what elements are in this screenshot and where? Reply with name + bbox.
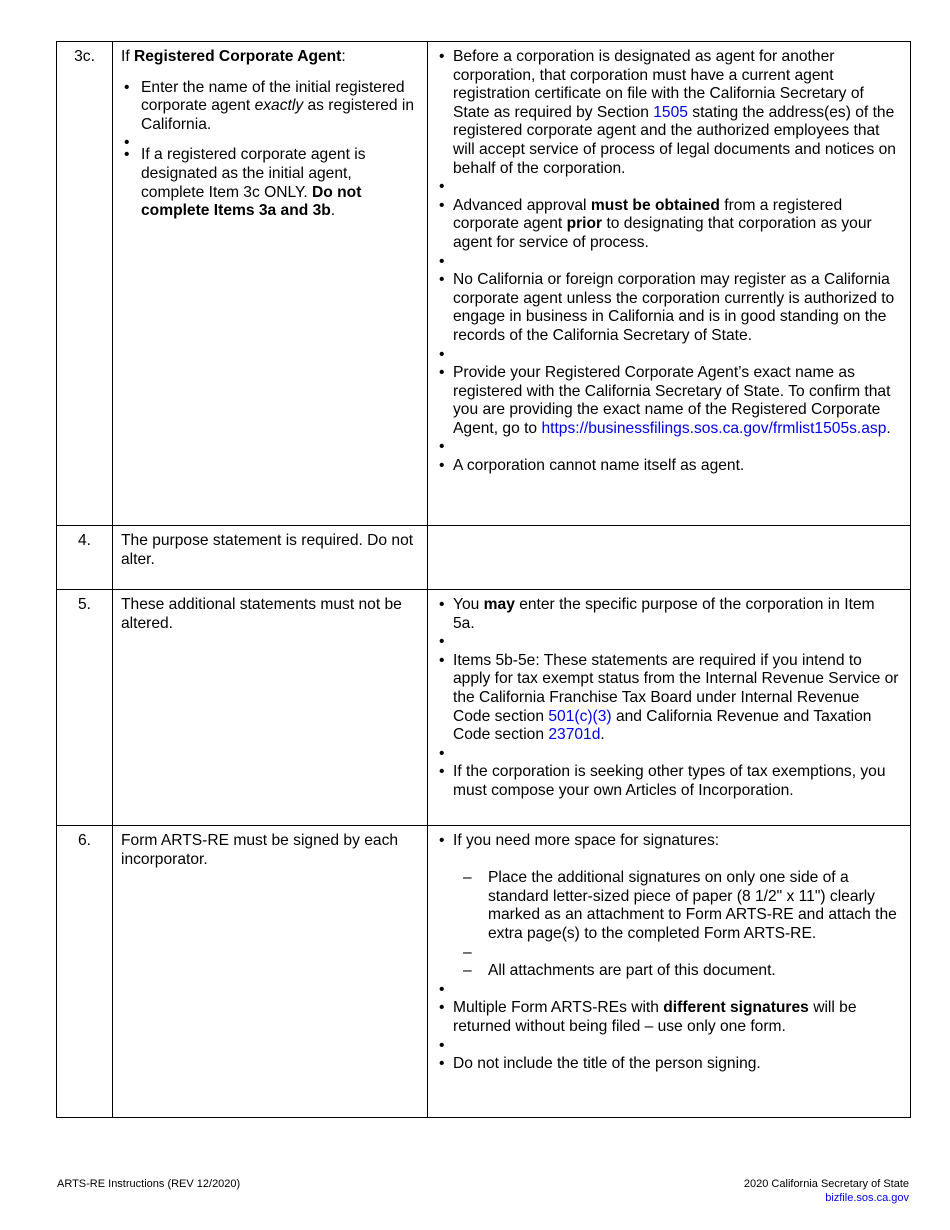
item-notes xyxy=(428,590,911,826)
item-instruction: Form ARTS-RE must be signed by each incorporator. xyxy=(113,826,428,1118)
list-item: • If the corporation is seeking other types of tax exemptions, you must compose your own Articles of Incorporation. xyxy=(438,763,900,800)
instructions-table xyxy=(56,41,911,1118)
list-item: • Provide your Registered Corporate Agent’s exact name as registered with the California Secretary of State. To confirm that you are providing the exact name of the Registered Corporate Agent, go to https://businessfilings.sos.ca.gov/frmlist1505s.asp. xyxy=(438,364,900,438)
sub-list-item: – Place the additional signatures on only one side of a standard letter-sized piece of paper (8 1/2" x 11") clearly marked as an attachment to Form ARTS-RE and attach the extra page(s) to the completed Form ARTS-RE. xyxy=(453,869,900,943)
item-instruction: The purpose statement is required. Do not alter. xyxy=(113,526,428,590)
item-number: 4. xyxy=(57,526,113,590)
item-heading: If Registered Corporate Agent: xyxy=(121,48,346,65)
item-notes xyxy=(428,526,911,590)
sub-list-item: – All attachments are part of this document. xyxy=(453,962,900,981)
list-item: • Enter the name of the initial registered corporate agent exactly as registered in California. xyxy=(121,79,419,135)
item-number: 5. xyxy=(57,590,113,826)
list-item: • No California or foreign corporation may register as a California corporate agent unless the corporation currently is authorized to engage in business in California and is in good standing on the records of the California Secretary of State. xyxy=(438,271,900,345)
sub-list xyxy=(453,869,900,981)
list-item: • Items 5b-5e: These statements are required if you intend to apply for tax exempt status from the Internal Revenue Service or the California Franchise Tax Board under Internal Revenue Code section 501(c)(3) and California Revenue and Taxation Code section 23701d. xyxy=(438,652,900,745)
section-1505-link[interactable]: 1505 xyxy=(653,103,688,121)
notes-list xyxy=(438,832,900,1074)
list-item: • If you need more space for signatures: – Place the additional signatures on only one side of a standard letter-sized piece of paper (8 1/2" x 11") clearly marked as an attachment to Form ARTS-RE and attach the extra page(s) to the completed Form ARTS-RE. – – All attachments are part of this document. xyxy=(438,832,900,981)
bizfile-link[interactable]: bizfile.sos.ca.gov xyxy=(825,1192,909,1204)
notes-list xyxy=(438,48,900,476)
list-item: • Do not include the title of the person signing. xyxy=(438,1055,900,1074)
item-notes xyxy=(428,826,911,1118)
copyright-text: 2020 California Secretary of State xyxy=(743,1178,909,1190)
rtc-23701d-link[interactable]: 23701d xyxy=(548,726,601,744)
item-number: 6. xyxy=(57,826,113,1118)
item-number: 3c. xyxy=(57,42,113,526)
list-item: • Advanced approval must be obtained from a registered corporate agent prior to designating that corporation as your agent for service of process. xyxy=(438,197,900,253)
irc-501c3-link[interactable]: 501(c)(3) xyxy=(548,707,612,725)
item-instruction xyxy=(113,42,428,526)
list-item: • You may enter the specific purpose of the corporation in Item 5a. xyxy=(438,596,900,633)
item-notes xyxy=(428,42,911,526)
list-item: • Before a corporation is designated as agent for another corporation, that corporation must have a current agent registration certificate on file with the California Secretary of State as required by Section 1505 stating the address(es) of the registered corporate agent and the authorized employees that will accept service of process of legal documents and notices on behalf of the corporation. xyxy=(438,48,900,178)
instruction-list xyxy=(121,79,419,221)
list-item: • If a registered corporate agent is designated as the initial agent, complete Item 3c ONLY. Do not complete Items 3a and 3b. xyxy=(121,146,419,220)
list-item: • Multiple Form ARTS-REs with different signatures will be returned without being filed – use only one form. xyxy=(438,999,900,1036)
table-row-3c xyxy=(57,42,911,526)
footer-publisher xyxy=(744,1177,909,1205)
item-instruction: These additional statements must not be altered. xyxy=(113,590,428,826)
agent-list-link[interactable]: https://businessfilings.sos.ca.gov/frmlist1505s.asp xyxy=(541,419,887,437)
form-revision-label: ARTS-RE Instructions (REV 12/2020) xyxy=(57,1178,241,1190)
table-row-4 xyxy=(57,526,911,590)
table-row-6 xyxy=(57,826,911,1118)
list-item: • A corporation cannot name itself as agent. xyxy=(438,457,900,476)
table-row-5 xyxy=(57,590,911,826)
notes-list xyxy=(438,596,900,801)
